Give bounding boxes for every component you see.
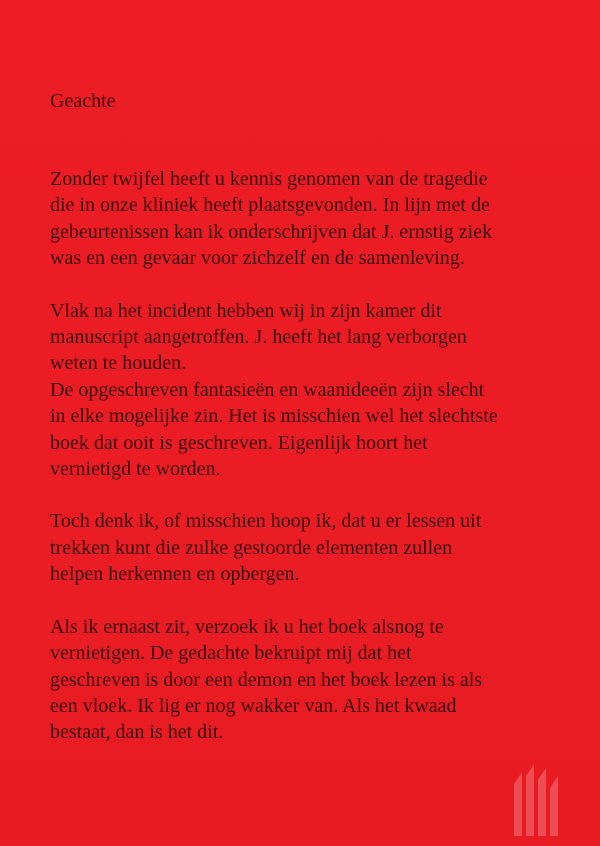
text-line: gebeurtenissen kan ik onderschrijven dat J. ernstig ziek xyxy=(50,220,493,243)
paragraph-4 xyxy=(50,614,570,746)
text-line: weten te houden. xyxy=(50,352,187,375)
text-line: Vlak na het incident hebben wij in zijn kamer dit xyxy=(50,299,442,322)
text-line: in elke mogelijke zin. Het is misschien wel het slechtste xyxy=(50,405,498,428)
text-line: vernietigd te worden. xyxy=(50,458,221,481)
text-line: was en een gevaar voor zichzelf en de samenleving. xyxy=(50,247,465,270)
publisher-logo-icon xyxy=(500,762,574,836)
text-line: vernietigen. De gedachte bekruipt mij dat het xyxy=(50,642,412,665)
text-line: geschreven is door een demon en het boek lezen is als xyxy=(50,668,483,691)
text-line: manuscript aangetroffen. J. heeft het lang verborgen xyxy=(50,326,467,349)
paragraph-2 xyxy=(50,298,570,483)
text-line: Toch denk ik, of misschien hoop ik, dat u er lessen uit xyxy=(50,510,482,533)
text-line: Zonder twijfel heeft u kennis genomen van de tragedie xyxy=(50,168,488,190)
text-line: trekken kunt die zulke gestoorde elementen zullen xyxy=(50,536,453,559)
paragraph-3 xyxy=(50,508,570,587)
text-line: helpen herkennen en opbergen. xyxy=(50,563,300,586)
text-line: die in onze kliniek heeft plaatsgevonden. In lijn met de xyxy=(50,194,490,217)
text-line: Als ik ernaast zit, verzoek ik u het boek alsnog te xyxy=(50,615,444,638)
text-line: boek dat ooit is geschreven. Eigenlijk hoort het xyxy=(50,431,428,454)
text-line: een vloek. Ik lig er nog wakker van. Als het kwaad xyxy=(50,694,457,717)
paragraph-1 xyxy=(50,166,570,272)
letter-body xyxy=(50,166,570,772)
text-line: bestaat, dan is het dit. xyxy=(50,721,224,744)
text-line: De opgeschreven fantasieën en waanideeën zijn slecht xyxy=(50,378,485,401)
salutation: Geachte xyxy=(50,90,116,112)
